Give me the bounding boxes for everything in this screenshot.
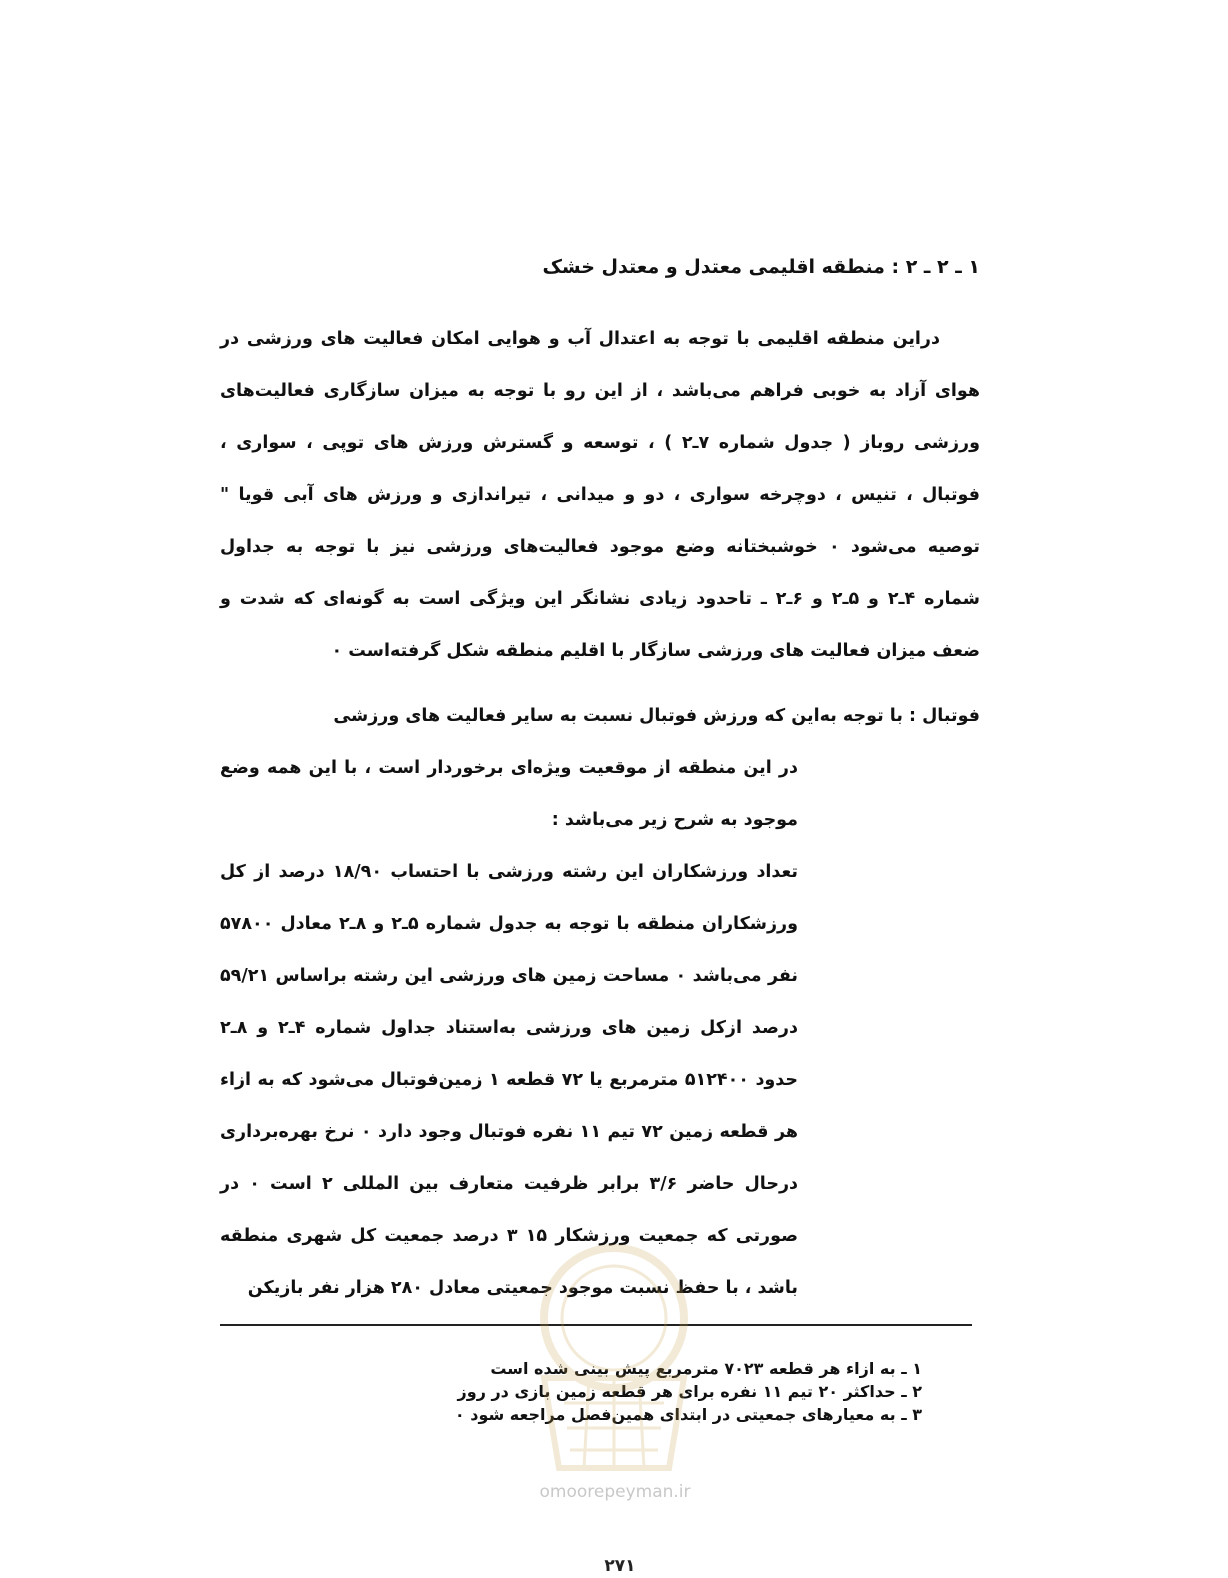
section-heading: ۱ ـ ۲ ـ ۲ : منطقه اقلیمی معتدل و معتدل خشک bbox=[542, 256, 980, 278]
football-intro-continuation: در این منطقه از موقعیت ویژه‌ای برخوردار است ، با این همه وضع موجود به شرح زیر می‌باشد : bbox=[220, 758, 798, 830]
footnote-2: ۲ ـ حداکثر ۲۰ تیم ۱۱ نفره برای هر قطعه زمین بازی در روز bbox=[457, 1382, 922, 1401]
footnote-divider bbox=[220, 1324, 972, 1326]
football-details: تعداد ورزشکاران این رشته ورزشی با احتساب ۱۸/۹۰ درصد از کل ورزشکاران منطقه با توجه به جدول شماره ۵ـ۲ و ۸ـ۲ معادل ۵۷۸۰۰ نفر می‌باشد ۰ مساحت زمین های ورزشی این رشته براساس ۵۹/۲۱ درصد ازکل زمین های ورزشی به‌استناد جداول شماره ۴ـ۲ و ۸ـ۲ حدود ۵۱۲۴۰۰ مترمربع یا ۷۲ قطعه ۱ زمین‌فوتبال می‌شود که به ازاء هر قطعه زمین ۷۲ تیم ۱۱ نفره فوتبال وجود دارد ۰ نرخ بهره‌برداری درحال حاضر ۳/۶ برابر ظرفیت متعارف بین المللی ۲ است ۰ در صورتی که جمعیت ورزشکار ۱۵ ۳ درصد جمعیت کل شهری منطقه باشد ، با حفظ نسبت موجود جمعیتی معادل ۲۸۰ هزار نفر بازیکن bbox=[220, 862, 799, 1298]
football-intro: : با توجه به‌این که ورزش فوتبال نسبت به سایر فعالیت های ورزشی bbox=[333, 706, 923, 726]
footnote-3: ۳ ـ به معیارهای جمعیتی در ابتدای همین‌فصل مراجعه شود ۰ bbox=[454, 1405, 922, 1424]
footnotes bbox=[362, 1357, 922, 1426]
football-label: فوتبال bbox=[922, 706, 980, 726]
watermark-url: omoorepeyman.ir bbox=[539, 1482, 691, 1502]
page-number: ۲۷۱ bbox=[604, 1556, 636, 1576]
footnote-1: ۱ ـ به ازاء هر قطعه ۷۰۲۳ مترمربع پیش بینی شده است bbox=[490, 1359, 922, 1378]
paragraph-climate: دراین منطقه اقلیمی با توجه به اعتدال آب و هوایی امکان فعالیت های ورزشی در هوای آزاد به خوبی فراهم می‌باشد ، از این رو با توجه به میزان سازگاری فعالیت‌های ورزشی روباز ( جدول شماره ۷ـ۲ ) ، توسعه و گسترش ورزش های توپی ، سواری ، فوتبال ، تنیس ، دوچرخه سواری ، دو و میدانی ، تیراندازی و ورزش های آبی قویا " توصیه می‌شود ۰ خوشبختانه وضع موجود فعالیت‌های ورزشی نیز با توجه به جداول شماره ۴ـ۲ و ۵ـ۲ و ۶ـ۲ ـ تاحدود زیادی نشانگر این ویژگی است به گونه‌ای که شدت و ضعف میزان فعالیت های ورزشی سازگار با اقلیم منطقه شکل گرفته‌است ۰ bbox=[220, 329, 980, 661]
football-intro-line bbox=[220, 690, 980, 742]
